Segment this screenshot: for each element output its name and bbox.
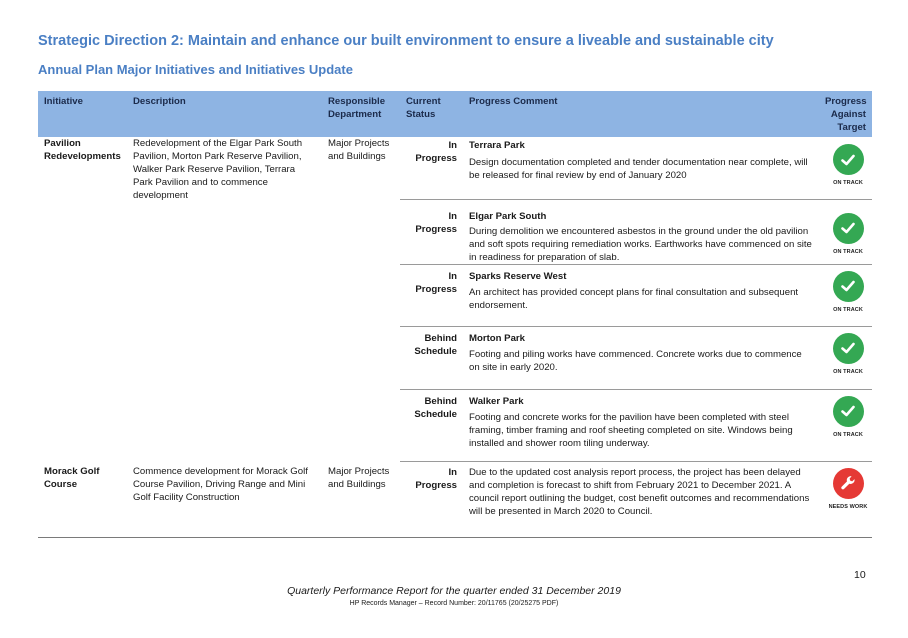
footer-record-number: HP Records Manager – Record Number: 20/11765 (20/25275 PDF) bbox=[349, 600, 559, 607]
col-header-department: Responsible Department bbox=[322, 91, 400, 137]
badge-label: ON TRACK bbox=[833, 306, 863, 313]
table-row bbox=[38, 461, 872, 537]
department-cell: Major Projects and Buildings bbox=[322, 461, 400, 537]
comment-text: An architect has provided concept plans for final consultation and subsequent endorsement. bbox=[469, 286, 799, 311]
progress-badge bbox=[825, 396, 866, 442]
wrench-icon bbox=[833, 468, 864, 499]
page-number: 10 bbox=[854, 569, 866, 581]
comment-title: Sparks Reserve West bbox=[469, 270, 567, 282]
comment-text: Due to the updated cost analysis report process, the project has been delayed and completion is forecast to shift from February 2021 to December 2021. A council report outlining the budget, cost benefit outcomes and recommendations will be presented in March 2020 to Council. bbox=[469, 466, 810, 517]
status-cell: In Progress bbox=[415, 270, 457, 295]
department-cell: Major Projects and Buildings bbox=[328, 138, 390, 162]
status-cell: Behind Schedule bbox=[414, 332, 457, 357]
comment-text: Footing and piling works have commenced. Concrete works due to commence on site in early 2020. bbox=[469, 348, 802, 373]
col-header-status: Current Status bbox=[400, 91, 463, 137]
initiatives-table bbox=[38, 91, 872, 538]
progress-badge bbox=[825, 213, 866, 259]
badge-label: ON TRACK bbox=[833, 248, 863, 255]
comment-text: Footing and concrete works for the pavilion have been completed with steel framing, timber framing and roof sheeting completed on site. Windows being installed and shower room tiling underway. bbox=[469, 411, 793, 449]
status-cell: In Progress bbox=[415, 140, 457, 164]
progress-badge bbox=[825, 468, 866, 514]
description-cell: Commence development for Morack Golf Course Pavilion, Driving Range and Mini Golf Facility Construction bbox=[127, 461, 322, 537]
status-cell: Behind Schedule bbox=[414, 395, 457, 420]
comment-title: Morton Park bbox=[469, 332, 525, 344]
comment-title: Walker Park bbox=[469, 395, 524, 407]
checkmark-icon bbox=[833, 144, 864, 175]
col-header-initiative: Initiative bbox=[38, 91, 127, 137]
col-header-description: Description bbox=[127, 91, 322, 137]
comment-text: Design documentation completed and tender documentation near complete, will be released for final review by end of January 2020 bbox=[469, 157, 808, 181]
badge-label: ON TRACK bbox=[833, 368, 863, 375]
description-cell: Redevelopment of the Elgar Park South Pavilion, Morton Park Reserve Pavilion, Walker Park Reserve Pavilion, Terrara Park Pavilion and to commence development bbox=[133, 138, 303, 201]
status-cell: In Progress bbox=[415, 210, 457, 235]
badge-label: NEEDS WORK bbox=[828, 503, 868, 510]
comment-title: Elgar Park South bbox=[469, 210, 547, 222]
page-heading: Strategic Direction 2: Maintain and enhance our built environment to ensure a liveable and sustainable city bbox=[38, 33, 774, 49]
page-subheading: Annual Plan Major Initiatives and Initiatives Update bbox=[38, 62, 353, 77]
badge-label: ON TRACK bbox=[833, 431, 863, 438]
table-header-row bbox=[38, 91, 872, 137]
footer-title: Quarterly Performance Report for the quarter ended 31 December 2019 bbox=[287, 585, 621, 597]
comment-text: During demolition we encountered asbestos in the ground under the old pavilion and soft spots requiring remediation works. Earthworks have commenced on site in readiness for preparation of slab. bbox=[469, 225, 812, 263]
status-cell: In Progress bbox=[415, 466, 457, 491]
table-row bbox=[38, 137, 872, 199]
checkmark-icon bbox=[833, 396, 864, 427]
initiative-cell: Morack Golf Course bbox=[38, 461, 127, 537]
col-header-comment: Progress Comment bbox=[463, 91, 819, 137]
comment-title: Terrara Park bbox=[469, 140, 525, 151]
initiative-cell: Pavilion Redevelopments bbox=[44, 138, 121, 162]
progress-badge bbox=[825, 333, 866, 379]
progress-badge bbox=[825, 144, 866, 190]
checkmark-icon bbox=[833, 271, 864, 302]
col-header-progress: Progress Against Target bbox=[819, 91, 872, 137]
checkmark-icon bbox=[833, 213, 864, 244]
checkmark-icon bbox=[833, 333, 864, 364]
badge-label: ON TRACK bbox=[833, 180, 863, 186]
progress-badge bbox=[825, 271, 866, 317]
